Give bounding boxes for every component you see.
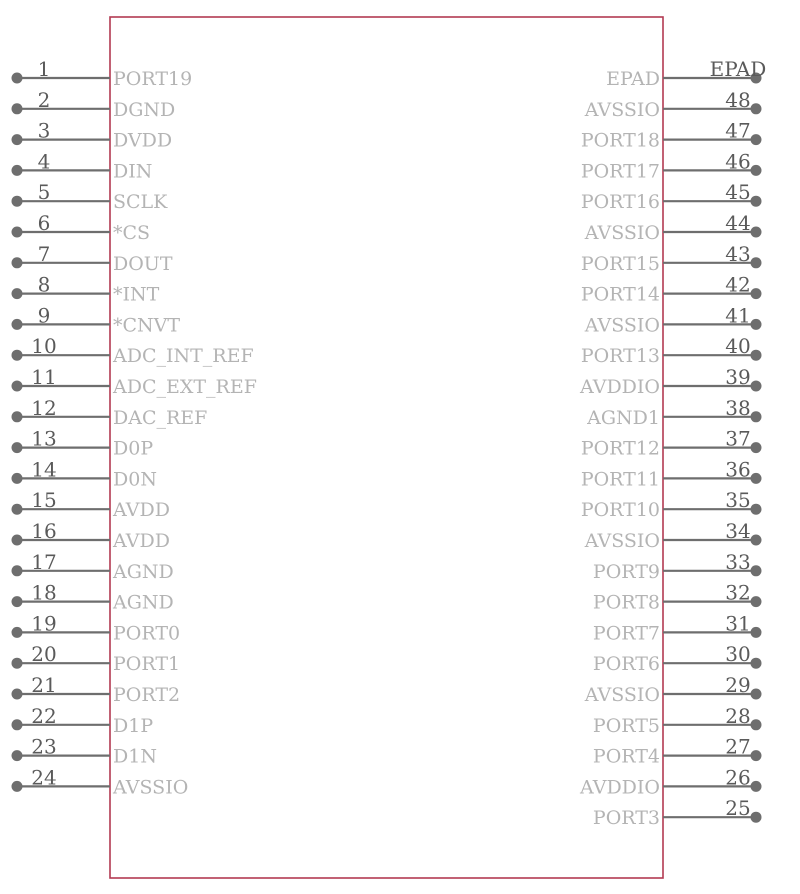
pin-end-48 <box>751 103 762 114</box>
pin-name-29: AVSSIO <box>584 684 660 706</box>
pin-name-8: *INT <box>113 283 160 306</box>
pin-name-30: PORT6 <box>592 653 660 676</box>
pin-number-41: 41 <box>725 303 751 328</box>
pin-end-23 <box>12 750 23 761</box>
left-pin-group <box>12 57 257 798</box>
pin-end-26 <box>751 781 762 792</box>
pin-name-34: AVSSIO <box>584 530 660 552</box>
pin-name-26: AVDDIO <box>579 776 660 799</box>
pin-name-10: ADC_INT_REF <box>113 345 254 368</box>
pin-end-35 <box>751 504 762 515</box>
pin-end-33 <box>751 565 762 576</box>
pin-name-25: PORT3 <box>592 807 660 830</box>
pin-name-20: PORT1 <box>113 653 181 676</box>
pin-number-3: 3 <box>37 118 51 143</box>
pin-number-46: 46 <box>725 149 751 174</box>
pin-end-17 <box>12 565 23 576</box>
pin-end-29 <box>751 689 762 700</box>
pin-name-46: PORT17 <box>580 160 660 183</box>
pin-number-35: 35 <box>725 488 751 513</box>
pin-end-5 <box>12 196 23 207</box>
pin-name-11: ADC_EXT_REF <box>113 376 257 398</box>
pin-number-30: 30 <box>725 642 751 667</box>
pin-number-28: 28 <box>725 703 751 728</box>
pin-number-26: 26 <box>725 765 751 790</box>
pin-name-32: PORT8 <box>592 591 660 614</box>
pin-end-22 <box>12 719 23 730</box>
pin-number-27: 27 <box>725 734 751 759</box>
pin-number-13: 13 <box>31 426 57 451</box>
pin-name-47: PORT18 <box>580 129 660 152</box>
pin-end-6 <box>12 227 23 238</box>
pin-name-44: AVSSIO <box>584 222 660 244</box>
pin-number-12: 12 <box>31 395 57 420</box>
pin-name-14: D0N <box>113 468 157 491</box>
pin-number-17: 17 <box>31 549 57 574</box>
pin-end-18 <box>12 596 23 607</box>
pin-name-36: PORT11 <box>580 468 660 491</box>
pin-end-21 <box>12 689 23 700</box>
pin-number-43: 43 <box>725 241 751 266</box>
pin-number-4: 4 <box>37 149 51 174</box>
pin-name-3: DVDD <box>113 129 173 152</box>
pin-end-47 <box>751 134 762 145</box>
pin-end-11 <box>12 381 23 392</box>
pin-end-9 <box>12 319 23 330</box>
pin-end-40 <box>751 350 762 361</box>
pin-name-28: PORT5 <box>592 714 660 737</box>
pin-name-16: AVDD <box>113 530 170 552</box>
pin-name-21: PORT2 <box>113 684 181 706</box>
pin-name-22: D1P <box>113 714 154 737</box>
pin-end-37 <box>751 442 762 453</box>
pin-number-22: 22 <box>31 703 57 728</box>
pin-name-15: AVDD <box>113 499 170 522</box>
pin-number-23: 23 <box>31 734 57 759</box>
pin-name-2: DGND <box>113 98 176 121</box>
pin-name-31: PORT7 <box>592 622 660 645</box>
pin-name-17: AGND <box>113 560 174 583</box>
pin-name-37: PORT12 <box>580 437 660 460</box>
pin-number-6: 6 <box>37 211 51 235</box>
pin-name-1: PORT19 <box>113 68 193 90</box>
pin-end-15 <box>12 504 23 515</box>
pin-number-14: 14 <box>31 457 57 482</box>
pin-name-5: SCLK <box>113 191 168 214</box>
pin-end-8 <box>12 288 23 299</box>
pin-name-39: AVDDIO <box>579 376 660 398</box>
pin-name-27: PORT4 <box>592 745 660 768</box>
pin-end-2 <box>12 103 23 114</box>
pin-end-32 <box>751 596 762 607</box>
pin-number-2: 2 <box>37 87 51 112</box>
pin-name-45: PORT16 <box>580 191 660 214</box>
pin-number-36: 36 <box>725 457 751 482</box>
pin-name-13: D0P <box>113 437 154 460</box>
pin-end-27 <box>751 750 762 761</box>
pin-number-44: 44 <box>725 211 751 235</box>
pin-number-29: 29 <box>725 673 751 697</box>
pin-number-10: 10 <box>31 334 57 359</box>
pin-number-33: 33 <box>725 549 751 574</box>
pin-number-24: 24 <box>31 765 57 790</box>
pin-name-33: PORT9 <box>592 560 660 583</box>
pin-number-20: 20 <box>31 642 57 667</box>
pin-end-13 <box>12 442 23 453</box>
pin-number-42: 42 <box>725 272 751 297</box>
pin-end-36 <box>751 473 762 484</box>
pin-number-15: 15 <box>31 488 57 513</box>
pin-name-6: *CS <box>113 222 151 244</box>
pin-number-40: 40 <box>725 334 751 359</box>
pin-end-3 <box>12 134 23 145</box>
pin-number-25: 25 <box>725 796 751 821</box>
pin-number-31: 31 <box>725 611 751 636</box>
pin-number-47: 47 <box>725 118 751 143</box>
pin-end-38 <box>751 411 762 422</box>
pin-end-45 <box>751 196 762 207</box>
right-pin-group <box>579 57 766 829</box>
pin-name-4: DIN <box>113 160 153 183</box>
pin-end-39 <box>751 381 762 392</box>
pin-name-23: D1N <box>113 745 157 768</box>
pin-end-7 <box>12 257 23 268</box>
pin-number-21: 21 <box>31 673 57 697</box>
pin-end-14 <box>12 473 23 484</box>
pin-name-EPAD: EPAD <box>606 68 660 90</box>
pin-name-7: DOUT <box>113 252 173 275</box>
pin-number-16: 16 <box>31 519 57 543</box>
pin-number-39: 39 <box>725 365 751 389</box>
pin-number-11: 11 <box>31 365 57 389</box>
pin-end-10 <box>12 350 23 361</box>
pin-end-41 <box>751 319 762 330</box>
pin-number-38: 38 <box>725 395 751 420</box>
pin-number-18: 18 <box>31 580 57 605</box>
pin-name-40: PORT13 <box>580 345 660 368</box>
pin-number-8: 8 <box>37 272 51 297</box>
pin-end-30 <box>751 658 762 669</box>
pin-name-12: DAC_REF <box>113 406 208 429</box>
pin-end-20 <box>12 658 23 669</box>
pin-number-32: 32 <box>725 580 751 605</box>
pin-end-31 <box>751 627 762 638</box>
pin-end-19 <box>12 627 23 638</box>
pin-number-9: 9 <box>37 303 51 328</box>
pin-number-34: 34 <box>725 519 751 543</box>
pin-name-42: PORT14 <box>580 283 660 306</box>
pin-number-19: 19 <box>31 611 57 636</box>
pin-end-42 <box>751 288 762 299</box>
pin-name-24: AVSSIO <box>113 776 189 799</box>
pin-number-7: 7 <box>37 241 51 266</box>
pin-end-4 <box>12 165 23 176</box>
pin-name-9: *CNVT <box>113 314 181 337</box>
pin-end-28 <box>751 719 762 730</box>
pin-end-25 <box>751 812 762 823</box>
pin-number-1: 1 <box>37 57 51 81</box>
pin-name-19: PORT0 <box>113 622 181 645</box>
pin-end-24 <box>12 781 23 792</box>
pin-name-48: AVSSIO <box>584 98 660 121</box>
pin-end-44 <box>751 227 762 238</box>
pin-name-38: AGND1 <box>587 406 660 429</box>
pin-end-34 <box>751 535 762 546</box>
pin-end-12 <box>12 411 23 422</box>
pin-name-35: PORT10 <box>580 499 660 522</box>
pin-number-37: 37 <box>725 426 751 451</box>
pin-number-48: 48 <box>725 87 751 112</box>
pin-number-5: 5 <box>37 180 51 205</box>
pin-end-16 <box>12 535 23 546</box>
pin-name-18: AGND <box>113 591 174 614</box>
pin-name-43: PORT15 <box>580 252 660 275</box>
pin-end-43 <box>751 257 762 268</box>
pin-number-45: 45 <box>725 180 751 205</box>
pin-name-41: AVSSIO <box>584 314 660 337</box>
pin-end-46 <box>751 165 762 176</box>
pin-number-EPAD: EPAD <box>709 57 767 81</box>
pin-end-1 <box>12 73 23 84</box>
